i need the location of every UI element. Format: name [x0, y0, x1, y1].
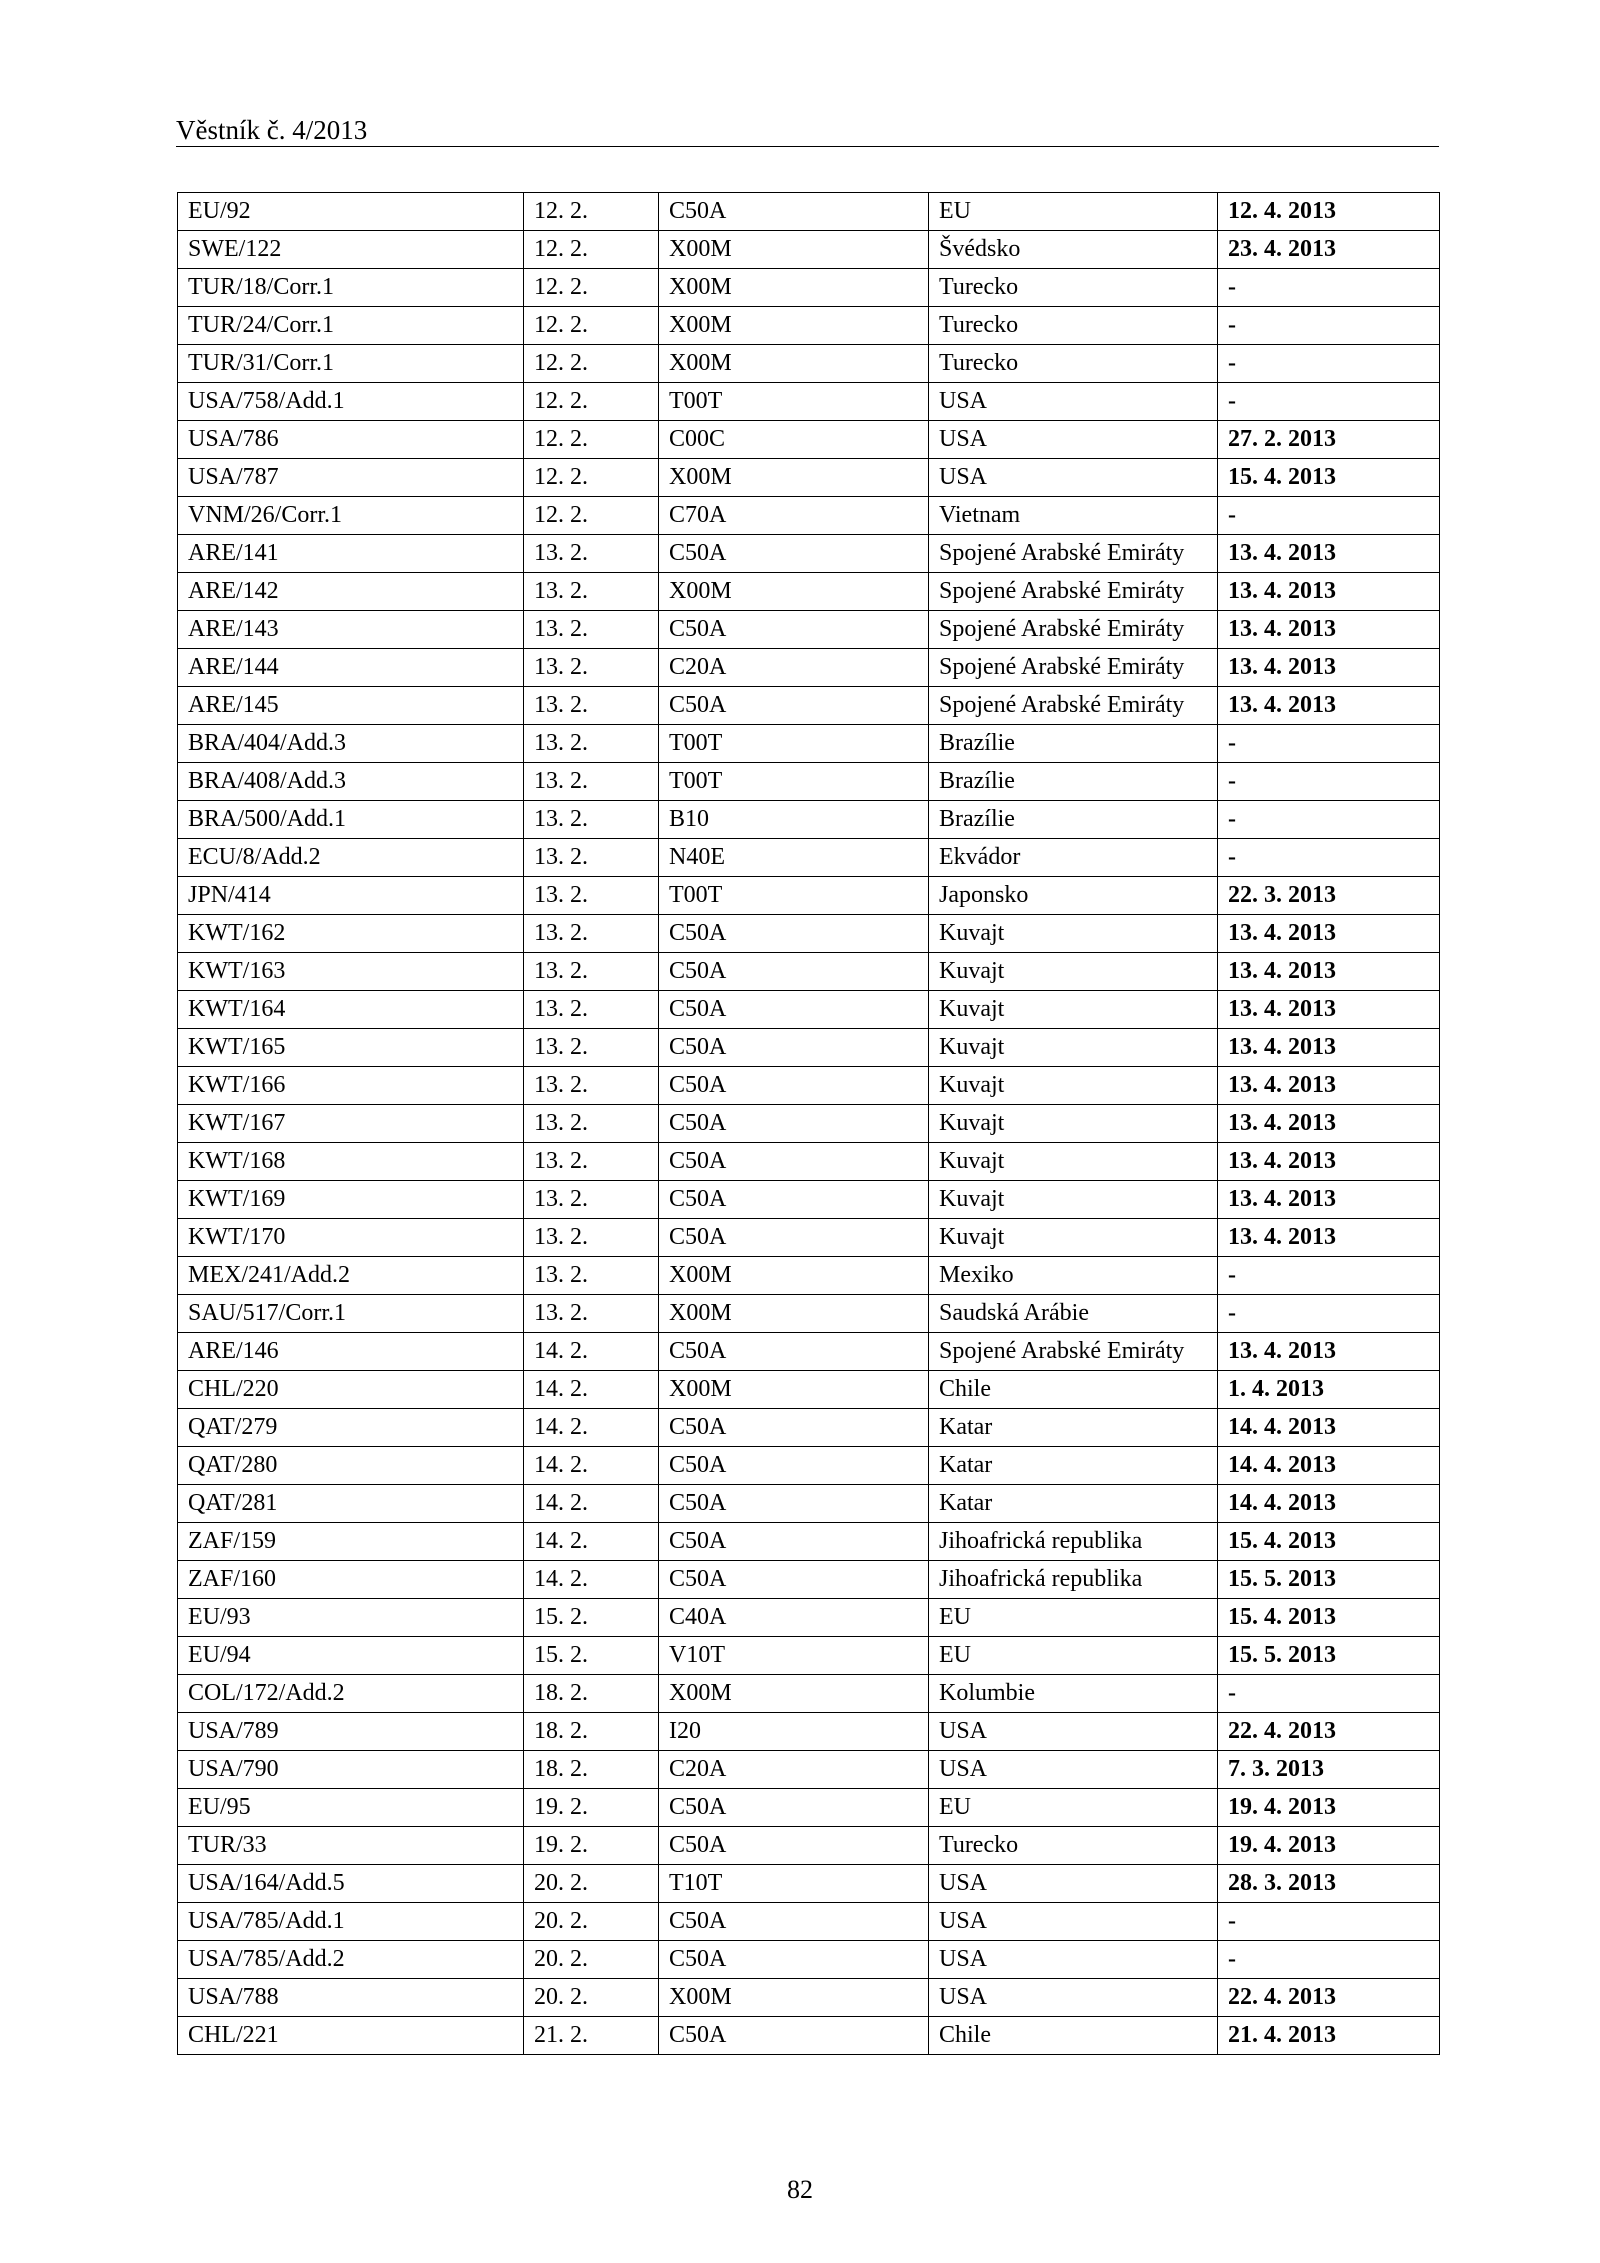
country-cell: Saudská Arábie: [929, 1295, 1218, 1333]
table-row: [178, 915, 1440, 953]
deadline-date-cell: 19. 4. 2013: [1218, 1789, 1440, 1827]
notification-date-cell: 12. 2.: [524, 421, 659, 459]
document-symbol-cell: SAU/517/Corr.1: [178, 1295, 524, 1333]
deadline-date-cell: 12. 4. 2013: [1218, 193, 1440, 231]
notification-date-cell: 13. 2.: [524, 725, 659, 763]
notification-date-cell: 14. 2.: [524, 1409, 659, 1447]
country-cell: Brazílie: [929, 725, 1218, 763]
table-row: [178, 1865, 1440, 1903]
table-row: [178, 1105, 1440, 1143]
table-row: [178, 725, 1440, 763]
deadline-date-cell: 14. 4. 2013: [1218, 1485, 1440, 1523]
table-row: [178, 307, 1440, 345]
code-cell: C50A: [659, 1903, 929, 1941]
country-cell: Brazílie: [929, 763, 1218, 801]
country-cell: USA: [929, 1979, 1218, 2017]
notification-date-cell: 13. 2.: [524, 535, 659, 573]
notification-date-cell: 13. 2.: [524, 573, 659, 611]
code-cell: X00M: [659, 345, 929, 383]
code-cell: X00M: [659, 459, 929, 497]
country-cell: Kuvajt: [929, 991, 1218, 1029]
country-cell: USA: [929, 421, 1218, 459]
code-cell: C50A: [659, 1067, 929, 1105]
code-cell: C50A: [659, 1447, 929, 1485]
document-symbol-cell: KWT/162: [178, 915, 524, 953]
table-row: [178, 1903, 1440, 1941]
deadline-date-cell: 1. 4. 2013: [1218, 1371, 1440, 1409]
table-row: [178, 573, 1440, 611]
deadline-date-cell: 13. 4. 2013: [1218, 573, 1440, 611]
country-cell: Vietnam: [929, 497, 1218, 535]
document-symbol-cell: BRA/408/Add.3: [178, 763, 524, 801]
notification-date-cell: 21. 2.: [524, 2017, 659, 2055]
table-row: [178, 1941, 1440, 1979]
table-row: [178, 1523, 1440, 1561]
document-symbol-cell: KWT/164: [178, 991, 524, 1029]
notification-date-cell: 13. 2.: [524, 687, 659, 725]
deadline-date-cell: -: [1218, 839, 1440, 877]
document-symbol-cell: QAT/280: [178, 1447, 524, 1485]
notification-date-cell: 12. 2.: [524, 497, 659, 535]
deadline-date-cell: 13. 4. 2013: [1218, 953, 1440, 991]
table-row: [178, 2017, 1440, 2055]
notification-date-cell: 12. 2.: [524, 459, 659, 497]
deadline-date-cell: -: [1218, 1903, 1440, 1941]
notification-date-cell: 14. 2.: [524, 1371, 659, 1409]
table-row: [178, 497, 1440, 535]
deadline-date-cell: 15. 5. 2013: [1218, 1637, 1440, 1675]
table-row: [178, 383, 1440, 421]
document-symbol-cell: USA/789: [178, 1713, 524, 1751]
document-symbol-cell: USA/758/Add.1: [178, 383, 524, 421]
deadline-date-cell: -: [1218, 1257, 1440, 1295]
document-symbol-cell: QAT/279: [178, 1409, 524, 1447]
table-row: [178, 1485, 1440, 1523]
document-symbol-cell: USA/785/Add.1: [178, 1903, 524, 1941]
document-symbol-cell: TUR/33: [178, 1827, 524, 1865]
deadline-date-cell: 23. 4. 2013: [1218, 231, 1440, 269]
table-row: [178, 1295, 1440, 1333]
deadline-date-cell: -: [1218, 1675, 1440, 1713]
country-cell: Ekvádor: [929, 839, 1218, 877]
country-cell: Turecko: [929, 307, 1218, 345]
deadline-date-cell: -: [1218, 801, 1440, 839]
deadline-date-cell: 13. 4. 2013: [1218, 535, 1440, 573]
document-symbol-cell: KWT/163: [178, 953, 524, 991]
code-cell: T00T: [659, 725, 929, 763]
code-cell: X00M: [659, 573, 929, 611]
deadline-date-cell: -: [1218, 269, 1440, 307]
code-cell: C50A: [659, 1827, 929, 1865]
page-number: 82: [787, 2175, 813, 2204]
document-symbol-cell: USA/786: [178, 421, 524, 459]
code-cell: C50A: [659, 1409, 929, 1447]
country-cell: Katar: [929, 1485, 1218, 1523]
deadline-date-cell: 27. 2. 2013: [1218, 421, 1440, 459]
notification-date-cell: 20. 2.: [524, 1903, 659, 1941]
code-cell: T00T: [659, 763, 929, 801]
deadline-date-cell: 13. 4. 2013: [1218, 611, 1440, 649]
notification-date-cell: 12. 2.: [524, 193, 659, 231]
code-cell: C50A: [659, 1789, 929, 1827]
document-symbol-cell: MEX/241/Add.2: [178, 1257, 524, 1295]
code-cell: C50A: [659, 2017, 929, 2055]
notification-date-cell: 15. 2.: [524, 1637, 659, 1675]
document-symbol-cell: ARE/145: [178, 687, 524, 725]
code-cell: N40E: [659, 839, 929, 877]
code-cell: C50A: [659, 687, 929, 725]
table-row: [178, 1713, 1440, 1751]
country-cell: Jihoafrická republika: [929, 1561, 1218, 1599]
table-row: [178, 1219, 1440, 1257]
code-cell: X00M: [659, 1295, 929, 1333]
table-row: [178, 1029, 1440, 1067]
country-cell: Spojené Arabské Emiráty: [929, 1333, 1218, 1371]
table-row: [178, 953, 1440, 991]
table-row: [178, 877, 1440, 915]
code-cell: C20A: [659, 1751, 929, 1789]
code-cell: T10T: [659, 1865, 929, 1903]
deadline-date-cell: 13. 4. 2013: [1218, 1143, 1440, 1181]
country-cell: Chile: [929, 2017, 1218, 2055]
table-row: [178, 231, 1440, 269]
table-row: [178, 649, 1440, 687]
code-cell: C70A: [659, 497, 929, 535]
country-cell: USA: [929, 1713, 1218, 1751]
code-cell: T00T: [659, 877, 929, 915]
code-cell: X00M: [659, 1371, 929, 1409]
notification-date-cell: 13. 2.: [524, 1067, 659, 1105]
deadline-date-cell: -: [1218, 383, 1440, 421]
deadline-date-cell: 21. 4. 2013: [1218, 2017, 1440, 2055]
country-cell: Kuvajt: [929, 1029, 1218, 1067]
deadline-date-cell: 14. 4. 2013: [1218, 1447, 1440, 1485]
document-symbol-cell: KWT/168: [178, 1143, 524, 1181]
notification-date-cell: 13. 2.: [524, 801, 659, 839]
document-symbol-cell: USA/787: [178, 459, 524, 497]
code-cell: C50A: [659, 1143, 929, 1181]
deadline-date-cell: 13. 4. 2013: [1218, 915, 1440, 953]
notification-date-cell: 12. 2.: [524, 345, 659, 383]
notification-date-cell: 13. 2.: [524, 953, 659, 991]
code-cell: C50A: [659, 535, 929, 573]
notification-date-cell: 20. 2.: [524, 1979, 659, 2017]
deadline-date-cell: -: [1218, 345, 1440, 383]
table-row: [178, 801, 1440, 839]
code-cell: C50A: [659, 1333, 929, 1371]
document-symbol-cell: ZAF/160: [178, 1561, 524, 1599]
country-cell: Japonsko: [929, 877, 1218, 915]
country-cell: EU: [929, 1789, 1218, 1827]
document-symbol-cell: BRA/500/Add.1: [178, 801, 524, 839]
code-cell: C50A: [659, 1485, 929, 1523]
country-cell: Švédsko: [929, 231, 1218, 269]
document-symbol-cell: QAT/281: [178, 1485, 524, 1523]
document-symbol-cell: KWT/170: [178, 1219, 524, 1257]
code-cell: C50A: [659, 611, 929, 649]
document-symbol-cell: KWT/167: [178, 1105, 524, 1143]
code-cell: C50A: [659, 991, 929, 1029]
deadline-date-cell: -: [1218, 497, 1440, 535]
notification-date-cell: 14. 2.: [524, 1485, 659, 1523]
document-symbol-cell: ARE/141: [178, 535, 524, 573]
page-header-title: Věstník č. 4/2013: [176, 115, 368, 145]
notification-date-cell: 15. 2.: [524, 1599, 659, 1637]
code-cell: X00M: [659, 231, 929, 269]
document-symbol-cell: ARE/144: [178, 649, 524, 687]
notification-date-cell: 12. 2.: [524, 307, 659, 345]
deadline-date-cell: 13. 4. 2013: [1218, 1181, 1440, 1219]
document-symbol-cell: VNM/26/Corr.1: [178, 497, 524, 535]
notification-date-cell: 12. 2.: [524, 269, 659, 307]
code-cell: C40A: [659, 1599, 929, 1637]
country-cell: Kuvajt: [929, 1105, 1218, 1143]
table-row: [178, 1789, 1440, 1827]
notification-date-cell: 13. 2.: [524, 1029, 659, 1067]
notification-date-cell: 19. 2.: [524, 1827, 659, 1865]
code-cell: X00M: [659, 1675, 929, 1713]
table-row: [178, 1371, 1440, 1409]
country-cell: Kuvajt: [929, 1219, 1218, 1257]
notification-date-cell: 13. 2.: [524, 877, 659, 915]
table-row: [178, 991, 1440, 1029]
code-cell: C20A: [659, 649, 929, 687]
document-symbol-cell: TUR/24/Corr.1: [178, 307, 524, 345]
deadline-date-cell: 13. 4. 2013: [1218, 1067, 1440, 1105]
code-cell: T00T: [659, 383, 929, 421]
document-symbol-cell: CHL/221: [178, 2017, 524, 2055]
country-cell: USA: [929, 1865, 1218, 1903]
document-symbol-cell: ARE/143: [178, 611, 524, 649]
table-row: [178, 1675, 1440, 1713]
document-symbol-cell: TUR/18/Corr.1: [178, 269, 524, 307]
table-row: [178, 611, 1440, 649]
notification-date-cell: 18. 2.: [524, 1751, 659, 1789]
deadline-date-cell: 13. 4. 2013: [1218, 687, 1440, 725]
code-cell: C50A: [659, 1029, 929, 1067]
table-row: [178, 1333, 1440, 1371]
table-row: [178, 1067, 1440, 1105]
document-symbol-cell: USA/790: [178, 1751, 524, 1789]
document-symbol-cell: EU/92: [178, 193, 524, 231]
country-cell: Turecko: [929, 345, 1218, 383]
code-cell: V10T: [659, 1637, 929, 1675]
notification-date-cell: 13. 2.: [524, 1219, 659, 1257]
country-cell: EU: [929, 1637, 1218, 1675]
country-cell: Spojené Arabské Emiráty: [929, 573, 1218, 611]
document-symbol-cell: TUR/31/Corr.1: [178, 345, 524, 383]
document-symbol-cell: USA/164/Add.5: [178, 1865, 524, 1903]
table-row: [178, 193, 1440, 231]
document-symbol-cell: EU/93: [178, 1599, 524, 1637]
country-cell: Katar: [929, 1447, 1218, 1485]
code-cell: C50A: [659, 915, 929, 953]
country-cell: Brazílie: [929, 801, 1218, 839]
deadline-date-cell: 13. 4. 2013: [1218, 1219, 1440, 1257]
table-row: [178, 1637, 1440, 1675]
deadline-date-cell: 13. 4. 2013: [1218, 1333, 1440, 1371]
deadline-date-cell: 28. 3. 2013: [1218, 1865, 1440, 1903]
country-cell: Spojené Arabské Emiráty: [929, 687, 1218, 725]
notification-date-cell: 14. 2.: [524, 1561, 659, 1599]
notification-date-cell: 13. 2.: [524, 1105, 659, 1143]
deadline-date-cell: -: [1218, 307, 1440, 345]
deadline-date-cell: 19. 4. 2013: [1218, 1827, 1440, 1865]
document-symbol-cell: KWT/166: [178, 1067, 524, 1105]
country-cell: Kolumbie: [929, 1675, 1218, 1713]
code-cell: C50A: [659, 1941, 929, 1979]
code-cell: C50A: [659, 1219, 929, 1257]
table-row: [178, 269, 1440, 307]
table-row: [178, 1751, 1440, 1789]
document-symbol-cell: KWT/169: [178, 1181, 524, 1219]
country-cell: Mexiko: [929, 1257, 1218, 1295]
table-row: [178, 459, 1440, 497]
document-symbol-cell: USA/788: [178, 1979, 524, 2017]
code-cell: C50A: [659, 953, 929, 991]
deadline-date-cell: 15. 5. 2013: [1218, 1561, 1440, 1599]
document-symbol-cell: ARE/142: [178, 573, 524, 611]
table-row: [178, 1447, 1440, 1485]
document-symbol-cell: ECU/8/Add.2: [178, 839, 524, 877]
deadline-date-cell: -: [1218, 1295, 1440, 1333]
table-row: [178, 1181, 1440, 1219]
code-cell: I20: [659, 1713, 929, 1751]
country-cell: Turecko: [929, 1827, 1218, 1865]
code-cell: X00M: [659, 307, 929, 345]
document-symbol-cell: ZAF/159: [178, 1523, 524, 1561]
table-row: [178, 1561, 1440, 1599]
code-cell: C50A: [659, 193, 929, 231]
notification-date-cell: 13. 2.: [524, 1295, 659, 1333]
country-cell: EU: [929, 193, 1218, 231]
deadline-date-cell: 13. 4. 2013: [1218, 991, 1440, 1029]
code-cell: C50A: [659, 1105, 929, 1143]
country-cell: USA: [929, 383, 1218, 421]
deadline-date-cell: 13. 4. 2013: [1218, 649, 1440, 687]
code-cell: C50A: [659, 1523, 929, 1561]
header-divider: [176, 146, 1439, 147]
table-row: [178, 535, 1440, 573]
document-symbol-cell: ARE/146: [178, 1333, 524, 1371]
deadline-date-cell: 13. 4. 2013: [1218, 1105, 1440, 1143]
country-cell: Kuvajt: [929, 953, 1218, 991]
document-symbol-cell: EU/94: [178, 1637, 524, 1675]
country-cell: Kuvajt: [929, 915, 1218, 953]
country-cell: EU: [929, 1599, 1218, 1637]
country-cell: Chile: [929, 1371, 1218, 1409]
country-cell: Spojené Arabské Emiráty: [929, 535, 1218, 573]
code-cell: X00M: [659, 1257, 929, 1295]
code-cell: C00C: [659, 421, 929, 459]
deadline-date-cell: 15. 4. 2013: [1218, 459, 1440, 497]
notifications-table: [177, 192, 1440, 2055]
code-cell: C50A: [659, 1181, 929, 1219]
country-cell: Turecko: [929, 269, 1218, 307]
document-symbol-cell: EU/95: [178, 1789, 524, 1827]
notification-date-cell: 12. 2.: [524, 383, 659, 421]
table-row: [178, 763, 1440, 801]
table-row: [178, 687, 1440, 725]
table-row: [178, 1257, 1440, 1295]
notification-date-cell: 18. 2.: [524, 1713, 659, 1751]
table-row: [178, 1599, 1440, 1637]
notification-date-cell: 14. 2.: [524, 1523, 659, 1561]
document-symbol-cell: COL/172/Add.2: [178, 1675, 524, 1713]
notification-date-cell: 19. 2.: [524, 1789, 659, 1827]
deadline-date-cell: 22. 4. 2013: [1218, 1979, 1440, 2017]
code-cell: X00M: [659, 269, 929, 307]
country-cell: Jihoafrická republika: [929, 1523, 1218, 1561]
notification-date-cell: 13. 2.: [524, 839, 659, 877]
table-body: [178, 193, 1440, 2055]
notification-date-cell: 13. 2.: [524, 1143, 659, 1181]
table-row: [178, 1979, 1440, 2017]
table-row: [178, 839, 1440, 877]
code-cell: X00M: [659, 1979, 929, 2017]
notification-date-cell: 20. 2.: [524, 1941, 659, 1979]
country-cell: Kuvajt: [929, 1181, 1218, 1219]
notification-date-cell: 13. 2.: [524, 649, 659, 687]
deadline-date-cell: -: [1218, 725, 1440, 763]
deadline-date-cell: 14. 4. 2013: [1218, 1409, 1440, 1447]
notification-date-cell: 13. 2.: [524, 1181, 659, 1219]
deadline-date-cell: 7. 3. 2013: [1218, 1751, 1440, 1789]
document-symbol-cell: SWE/122: [178, 231, 524, 269]
code-cell: B10: [659, 801, 929, 839]
notification-date-cell: 12. 2.: [524, 231, 659, 269]
document-symbol-cell: BRA/404/Add.3: [178, 725, 524, 763]
country-cell: USA: [929, 1941, 1218, 1979]
deadline-date-cell: -: [1218, 763, 1440, 801]
notification-date-cell: 18. 2.: [524, 1675, 659, 1713]
deadline-date-cell: 15. 4. 2013: [1218, 1599, 1440, 1637]
document-symbol-cell: CHL/220: [178, 1371, 524, 1409]
document-symbol-cell: JPN/414: [178, 877, 524, 915]
table-row: [178, 421, 1440, 459]
notification-date-cell: 13. 2.: [524, 915, 659, 953]
notification-date-cell: 13. 2.: [524, 763, 659, 801]
country-cell: Katar: [929, 1409, 1218, 1447]
table-row: [178, 1827, 1440, 1865]
notification-date-cell: 14. 2.: [524, 1333, 659, 1371]
table-row: [178, 1143, 1440, 1181]
country-cell: Spojené Arabské Emiráty: [929, 611, 1218, 649]
document-symbol-cell: USA/785/Add.2: [178, 1941, 524, 1979]
table-row: [178, 345, 1440, 383]
notification-date-cell: 13. 2.: [524, 611, 659, 649]
deadline-date-cell: 22. 4. 2013: [1218, 1713, 1440, 1751]
document-symbol-cell: KWT/165: [178, 1029, 524, 1067]
notification-date-cell: 14. 2.: [524, 1447, 659, 1485]
notification-date-cell: 20. 2.: [524, 1865, 659, 1903]
deadline-date-cell: 22. 3. 2013: [1218, 877, 1440, 915]
table-row: [178, 1409, 1440, 1447]
code-cell: C50A: [659, 1561, 929, 1599]
country-cell: Kuvajt: [929, 1143, 1218, 1181]
deadline-date-cell: 15. 4. 2013: [1218, 1523, 1440, 1561]
notification-date-cell: 13. 2.: [524, 1257, 659, 1295]
deadline-date-cell: -: [1218, 1941, 1440, 1979]
deadline-date-cell: 13. 4. 2013: [1218, 1029, 1440, 1067]
country-cell: USA: [929, 1751, 1218, 1789]
country-cell: USA: [929, 459, 1218, 497]
country-cell: USA: [929, 1903, 1218, 1941]
country-cell: Spojené Arabské Emiráty: [929, 649, 1218, 687]
notification-date-cell: 13. 2.: [524, 991, 659, 1029]
country-cell: Kuvajt: [929, 1067, 1218, 1105]
